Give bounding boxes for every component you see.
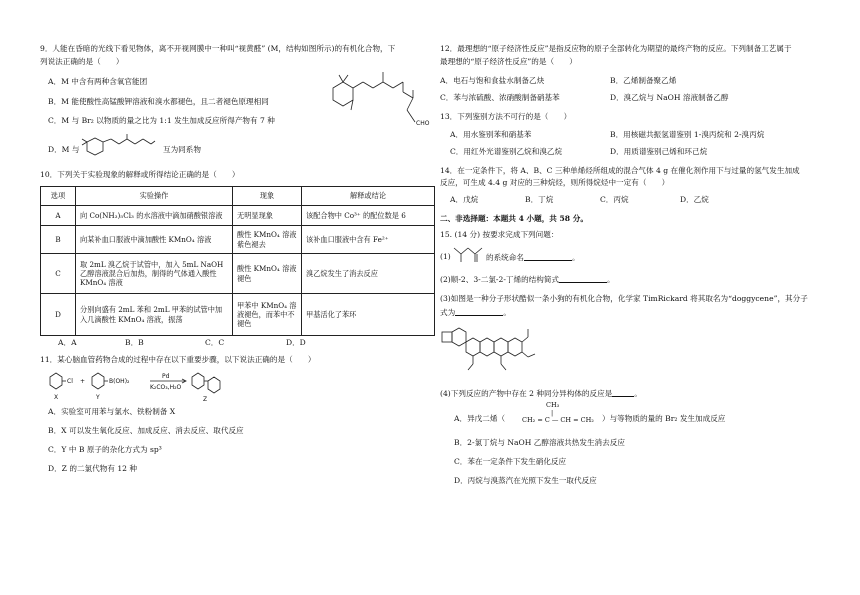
q10-header-phenomenon: 现象 [233, 187, 302, 206]
q11-stem: 11．某心脑血管药物合成的过程中存在以下重要步骤，以下说法正确的是（ ） [40, 355, 316, 365]
q15-option-a-suffix: ）与等物质的量的 Br₂ 发生加成反应 [602, 414, 726, 424]
q9-option-a: A．M 中含有两种含氧官能团 [48, 76, 148, 86]
q9-option-d-structure [81, 138, 161, 158]
q14-stem-line2: 反应，可生成 4.4 g 对应的三种烷烃，则所得烷烃中一定有（ ） [440, 178, 670, 188]
q13-option-a: A．用水鉴别苯和硝基苯 [450, 129, 532, 139]
q11-labelZ: Z [203, 396, 208, 404]
q15-part2-end: 。 [607, 275, 615, 285]
q10-row-a-option: A [41, 206, 76, 226]
q12-stem-line2: 最理想的“原子经济性反应”的是（ ） [440, 56, 577, 66]
q12-option-c: C．苯与浓硫酸、浓硝酸制备硝基苯 [440, 92, 560, 102]
q14-option-b: B．丁烷 [525, 195, 554, 205]
q12-option-b: B．乙烯制备聚乙烯 [610, 75, 677, 85]
q11-labelX: X [54, 394, 59, 402]
q15-part2-blank[interactable] [559, 274, 607, 283]
q9-option-c: C．M 与 Br₂ 以物质的量之比为 1:1 发生加成反应所得产物有 7 种 [48, 116, 275, 126]
q10-row-c-phenomenon: 酸性 KMnO₄ 溶液褪色 [233, 254, 302, 294]
q10-row-c-conclusion: 溴乙烷发生了消去反应 [302, 254, 435, 294]
q15-part3-blank[interactable] [455, 307, 503, 316]
question-9 [40, 44, 435, 158]
q15-isoprene-main: CH₂ = C — CH = CH₂ [522, 416, 594, 425]
q10-header-operation: 实验操作 [76, 187, 233, 206]
question-12 [440, 44, 825, 104]
q15-part2-label: (2)顺-2、3-二氯-2-丁烯的结构简式 [440, 275, 560, 285]
q11-cond-bottom: K₂CO₃,H₂O [150, 384, 182, 392]
q15-part2 [440, 274, 825, 285]
q10-row-d-operation: 分别向盛有 2mL 苯和 2mL 甲苯的试管中加入几滴酸性 KMnO₄ 溶液，振荡 [76, 294, 233, 336]
q15-part3-end: 。 [503, 307, 511, 317]
doggycene-structure [440, 324, 550, 384]
q10-row-a-operation: 向 Co(NH₃)₅Cl₃ 的水溶液中滴加硝酸银溶液 [76, 206, 233, 226]
q15-part1-end: 。 [571, 253, 580, 263]
q15-part1 [440, 244, 825, 266]
right-column [440, 44, 825, 486]
q10-header-conclusion: 解释或结论 [302, 187, 435, 206]
q13-stem: 13．下列鉴别方法不可行的是（ ） [440, 111, 572, 121]
section-2-heading: 二、非选择题：本题共 4 小题，共 58 分。 [440, 214, 588, 224]
q15-part1-prefix: (1) [440, 252, 451, 262]
q15-part1-blank[interactable] [524, 252, 572, 261]
q9-stem-line1: 9．人能在昏暗的光线下看见物体，离不开视网膜中一种叫“视黄醛” (M，结构如图所示)的有机化合物，下 [40, 44, 396, 53]
q15-stem: 15. (14 分) 按要求完成下列问题： [440, 230, 559, 240]
q10-row-c-operation: 取 2mL 溴乙烷于试管中，加入 5mL NaOH 乙醇溶液混合后加热，制得的气体通入酸性 KMnO₄ 溶液 [76, 254, 233, 294]
q9-option-d-prefix: D．M 与 [48, 145, 80, 155]
q15-option-a [454, 402, 825, 430]
q14-options [440, 195, 825, 206]
q10-answer-c: C．C [205, 338, 225, 348]
q10-row-d-option: D [41, 294, 76, 336]
q13-options-row2 [440, 147, 825, 158]
question-13 [440, 112, 825, 158]
q9-option-b: B．M 能使酸性高锰酸钾溶液和溴水都褪色，且二者褪色原理相同 [48, 96, 269, 106]
q15-isoprene-bond: | [551, 409, 554, 418]
q10-row-a-phenomenon: 无明显现象 [233, 206, 302, 226]
q11-option-b: B．X 可以发生氧化反应、加成反应、消去反应、取代反应 [48, 425, 244, 435]
q12-options-row1 [440, 76, 825, 87]
q13-options-row1 [440, 130, 825, 141]
q11-reaction-scheme [46, 369, 266, 403]
q15-isoprene-ch3: CH₃ [546, 401, 560, 410]
table-row [41, 254, 435, 294]
q11-cl-label: Cl [67, 378, 73, 386]
q10-row-b-conclusion: 该补血口服液中含有 Fe²⁺ [302, 226, 435, 254]
q10-answer-a: A．A [58, 338, 77, 348]
q15-part4-blank[interactable] [612, 388, 634, 397]
q10-stem: 10．下列关于实验现象的解释或所得结论正确的是（ ） [40, 170, 240, 180]
table-row [41, 226, 435, 254]
q11-boron-label: B(OH)₂ [109, 378, 130, 386]
q14-option-d: D．乙烷 [680, 195, 709, 205]
q14-option-a: A．戊烷 [450, 195, 479, 205]
q11-labelY: Y [96, 394, 100, 402]
q10-row-a-conclusion: 该配合物中 Co³⁺ 的配位数是 6 [302, 206, 435, 226]
retinal-cho-label: CHO [416, 120, 430, 127]
q15-part4 [440, 388, 825, 399]
q15-part1-text [486, 252, 580, 263]
q15-part3-line2 [440, 307, 825, 318]
table-row [41, 206, 435, 226]
q10-table [40, 186, 435, 336]
q10-header-option: 选项 [41, 187, 76, 206]
question-11 [40, 355, 435, 473]
q11-option-a: A．实验室可用苯与氯水、铁粉制备 X [48, 407, 176, 417]
q10-row-b-operation: 向某补血口服液中滴加酸性 KMnO₄ 溶液 [76, 226, 233, 254]
q12-option-a: A．电石与饱和食盐水制备乙炔 [440, 75, 545, 85]
q9-option-d-suffix: 互为同系物 [163, 145, 201, 155]
q12-stem-line1: 12．最理想的“原子经济性反应”是指反应物的原子全部转化为期望的最终产物的反应。下列制备工艺属于 [440, 44, 792, 53]
q12-option-d: D．溴乙烷与 NaOH 溶液制备乙醇 [610, 92, 729, 102]
q10-row-d-phenomenon: 甲苯中 KMnO₄ 溶液褪色，而苯中不褪色 [233, 294, 302, 336]
q10-answers [40, 338, 435, 349]
q15-part3-line1: (3)如图是一种分子形状酷似一条小狗的有机化合物，化学家 TimRickard 将其取名为“doggycene”，其分子 [440, 293, 808, 303]
q13-option-b: B．用核磁共振氢谱鉴别 1-溴丙烷和 2-溴丙烷 [610, 129, 765, 139]
question-15 [440, 230, 825, 486]
q15-part3-label: 式为 [440, 307, 456, 317]
q13-option-c: C．用红外光谱鉴别乙烷和溴乙烷 [450, 146, 563, 156]
table-row [41, 294, 435, 336]
q11-option-c: C．Y 中 B 原子的杂化方式为 sp³ [48, 444, 162, 454]
q15-part4-label: (4)下列反应的产物中存在 2 种同分异构体的反应是 [440, 388, 613, 398]
q10-row-b-phenomenon: 酸性 KMnO₄ 溶液紫色褪去 [233, 226, 302, 254]
question-10 [40, 170, 435, 349]
q15-option-b: B．2-氯丁烷与 NaOH 乙醇溶液共热发生消去反应 [454, 438, 625, 448]
q15-option-d: D．丙烷与溴蒸汽在光照下发生一取代反应 [454, 476, 597, 486]
q15-option-c: C．苯在一定条件下发生硝化反应 [454, 457, 567, 467]
q10-answer-b: B．B [125, 338, 144, 348]
q12-options-row2 [440, 93, 825, 104]
q15-option-a-prefix: A．异戊二烯（ [454, 414, 506, 424]
q14-stem-line1: 14．在一定条件下，将 A、B、C 三种单烯烃所组成的混合气体 4 g 在催化剂作用下与过量的氢气发生加成 [440, 165, 800, 175]
q10-answer-d: D．D [286, 338, 306, 348]
q15-part1-label: 的系统命名 [486, 253, 524, 263]
question-14 [440, 166, 825, 207]
q11-plus: + [80, 378, 86, 386]
q15-part4-end: 。 [634, 388, 642, 398]
retinal-structure [325, 66, 435, 136]
q13-option-d: D．用质谱鉴别己烯和环己烷 [610, 146, 708, 156]
q9-option-d [48, 140, 435, 158]
q14-option-c: C．丙烷 [600, 195, 629, 205]
q10-table-header [41, 187, 435, 206]
q11-option-d: D．Z 的二氯代物有 12 种 [48, 463, 138, 473]
q11-cond-top: Pd [162, 373, 170, 381]
left-column [40, 44, 435, 473]
q10-row-b-option: B [41, 226, 76, 254]
q10-row-c-option: C [41, 254, 76, 294]
q10-row-d-conclusion: 甲基活化了苯环 [302, 294, 435, 336]
q9-stem-line2: 列说法正确的是（ ） [40, 56, 124, 66]
